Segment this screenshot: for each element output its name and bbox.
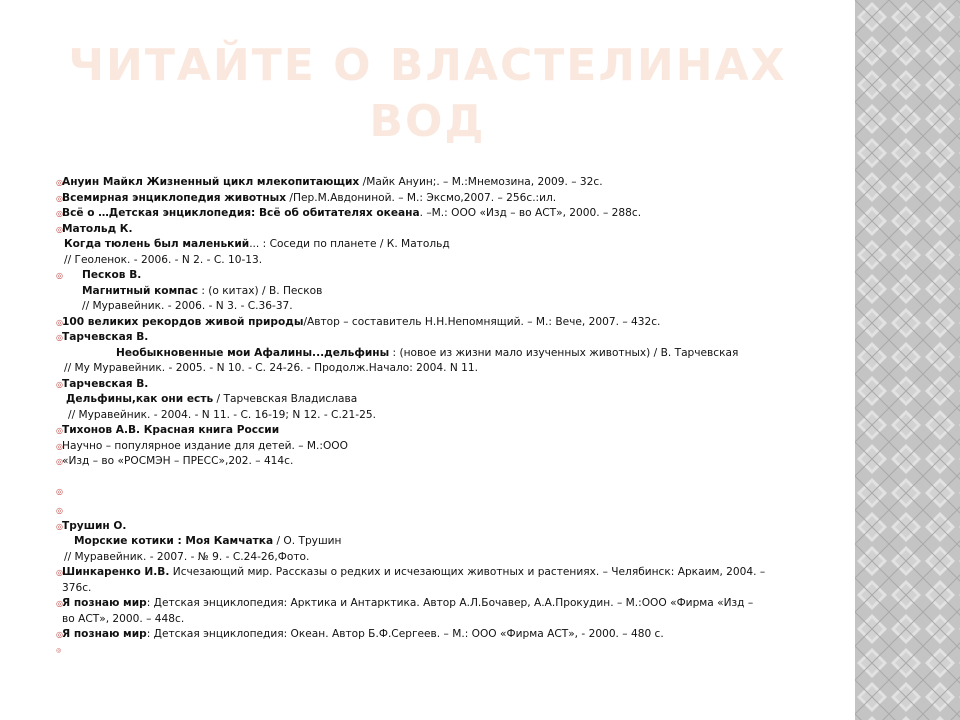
bullet-icon: ◎ [56,486,63,496]
list-item [56,484,816,500]
list-item: ◎ Песков В. [56,268,816,284]
list-item-continuation: // Муравейник. - 2004. - N 11. - С. 16-19; N 12. - С.21-25. [68,408,376,421]
list-item: ◎ Я познаю мир: Детская энциклопедия: Океан. Автор Б.Ф.Сергеев. – М.: ООО «Фирма АСТ», - 2000. – 480 с. [56,627,816,643]
bullet-icon: ◎ [56,599,63,608]
list-item-continuation: 376с. [62,581,92,594]
list-item: ◎ 100 великих рекордов живой природы/Автор – составитель Н.Н.Непомнящий. – М.: Вече, 2007. – 432с. [56,315,816,331]
bullet-icon: ◎ [56,568,63,577]
list-item: ◎ Тарчевская В. [56,377,816,393]
bullet-icon: ◎ [56,333,63,342]
list-item: ◎ Научно – популярное издание для детей. – М.:ООО [56,439,816,455]
list-item-continuation: // Муравейник. - 2007. - № 9. - С.24-26,Фото. [64,550,310,563]
bullet-icon: ◎ [56,193,63,203]
bullet-icon: ◎ [56,224,63,234]
title-line-2: ВОД [369,96,486,147]
diamond-pattern [855,0,960,720]
bullet-icon: ◎ [56,271,63,280]
list-item-continuation: Когда тюлень был маленький... : Соседи по планете / К. Матольд [64,238,450,250]
list-item-continuation: Необыкновенные мои Афалины...дельфины : (новое из жизни мало изученных животных) / В. Тарчевская [116,346,739,359]
decorative-side-pattern [855,0,960,720]
bullet-icon: ◎ [56,426,63,435]
bullet-icon: ◎ [56,379,63,389]
bibliography-list [56,175,816,658]
bullet-icon: ◎ [56,209,63,218]
list-item-continuation: // Геоленок. - 2006. - N 2. - С. 10-13. [64,253,263,266]
list-item-continuation: Дельфины,как они есть / Тарчевская Владислава [66,393,358,405]
bullet-icon: ◎ [56,630,63,639]
list-item-continuation: Морские котики : Моя Камчатка / О. Трушин [74,535,342,547]
bullet-icon: ◎ [56,521,63,531]
list-item-continuation: во АСТ», 2000. – 448с. [62,612,185,625]
list-item: ◎ Я познаю мир: Детская энциклопедия: Арктика и Антарктика. Автор А.Л.Бочавер, А.А.Прокудин. – М.:ООО «Фирма «Изд – [56,596,816,612]
list-item-continuation: // Муравейник. - 2006. - N 3. - С.36-37. [82,300,293,312]
list-item: ◎ Матольд К. [56,222,816,238]
list-item-continuation: // Му Муравейник. - 2005. - N 10. - С. 24-26. - Продолж.Начало: 2004. N 11. [64,362,479,374]
list-item: ◎ Всемирная энциклопедия животных /Пер.М.Авдониной. – М.: Эксмо,2007. – 256с.:ил. [56,191,816,207]
list-item: ◎ Тарчевская В. [56,330,816,346]
list-item [56,503,816,519]
list-item: ◎ Тихонов А.В. Красная книга России [56,423,816,439]
title-line-1: ЧИТАЙТЕ О ВЛАСТЕЛИНАХ [68,40,787,91]
bullet-icon: ◎ [56,457,63,466]
bullet-icon: ◎ [56,506,63,515]
bullet-icon: ◎ [56,178,63,187]
bullet-icon: ◎ [56,317,63,327]
bullet-icon: ◎ [56,646,62,654]
list-item [56,643,816,659]
list-item: ◎ «Изд – во «РОСМЭН – ПРЕСС»,202. – 414с. [56,454,816,470]
list-item-continuation: Магнитный компас : (о китах) / В. Песков [82,284,323,297]
bullet-icon: ◎ [56,441,63,451]
list-item: ◎ Шинкаренко И.В. Исчезающий мир. Рассказы о редких и исчезающих животных и растениях. – Челябинск: Аркаим, 2004. – [56,565,816,581]
list-item: ◎ Ануин Майкл Жизненный цикл млекопитающих /Майк Ануин;. – М.:Мнемозина, 2009. – 32с. [56,175,816,191]
list-item: ◎ Всё о …Детская энциклопедия: Всё об обитателях океана. –М.: ООО «Изд – во АСТ», 2000. – 288с. [56,206,816,222]
slide-title [60,38,795,150]
list-item: ◎ Трушин О. [56,519,816,535]
